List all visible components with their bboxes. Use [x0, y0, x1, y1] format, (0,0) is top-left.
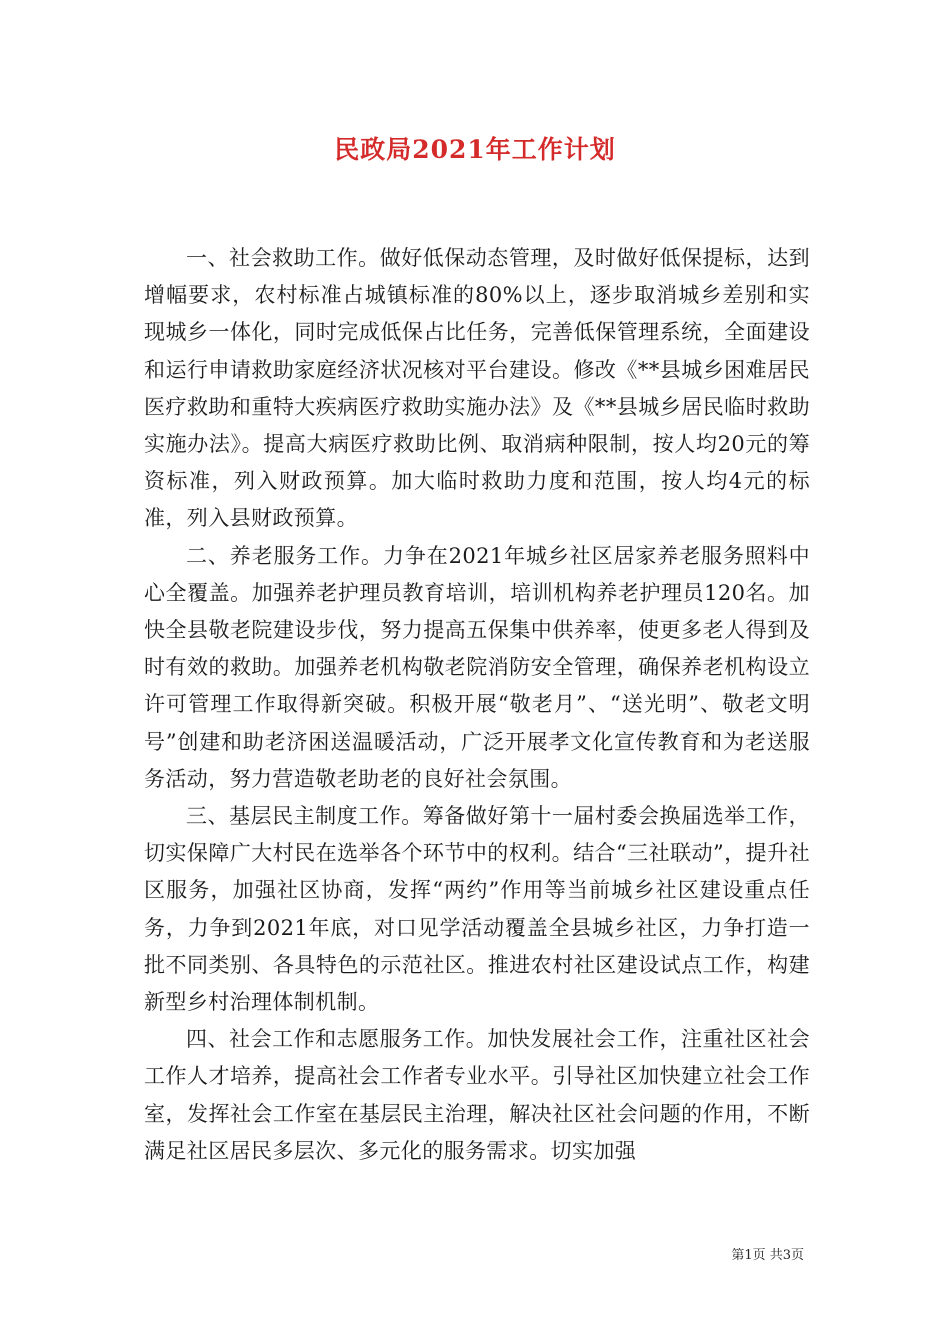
- document-title: 民政局2021年工作计划: [334, 135, 616, 164]
- paragraph-social-work-volunteer: 四、社会工作和志愿服务工作。加快发展社会工作，注重社区社会工作人才培养，提高社会工作者专业水平。引导社区加快建立社会工作室，发挥社会工作室在基层民主治理，解决社区社会问题的作用，不断满足社区居民多层次、多元化的服务需求。切实加强: [144, 1027, 810, 1163]
- page-number: 第1页 共3页: [731, 1248, 804, 1263]
- document-body: [144, 240, 810, 1170]
- paragraph-elderly-services: 二、养老服务工作。力争在2021年城乡社区居家养老服务照料中心全覆盖。加强养老护理员教育培训，培训机构养老护理员120名。加快全县敬老院建设步伐，努力提高五保集中供养率，使更多老人得到及时有效的救助。加强养老机构敬老院消防安全管理，确保养老机构设立许可管理工作取得新突破。积极开展“敬老月”、“送光明”、敬老文明号”创建和助老济困送温暖活动，广泛开展孝文化宣传教育和为老送服务活动，努力营造敬老助老的良好社会氛围。: [144, 543, 810, 791]
- paragraph-social-assistance: 一、社会救助工作。做好低保动态管理，及时做好低保提标，达到增幅要求，农村标准占城镇标准的80%以上，逐步取消城乡差别和实现城乡一体化，同时完成低保占比任务，完善低保管理系统，全面建设和运行申请救助家庭经济状况核对平台建设。修改《**县城乡困难居民医疗救助和重特大疾病医疗救助实施办法》及《**县城乡居民临时救助实施办法》。提高大病医疗救助比例、取消病种限制，按人均20元的筹资标准，列入财政预算。加大临时救助力度和范围，按人均4元的标准，列入县财政预算。: [144, 246, 810, 531]
- paragraph-grassroots-democracy: 三、基层民主制度工作。筹备做好第十一届村委会换届选举工作，切实保障广大村民在选举各个环节中的权利。结合“三社联动”，提升社区服务，加强社区协商，发挥“两约”作用等当前城乡社区建设重点任务，力争到2021年底，对口见学活动覆盖全县城乡社区，力争打造一批不同类别、各具特色的示范社区。推进农村社区建设试点工作，构建新型乡村治理体制机制。: [144, 804, 810, 1015]
